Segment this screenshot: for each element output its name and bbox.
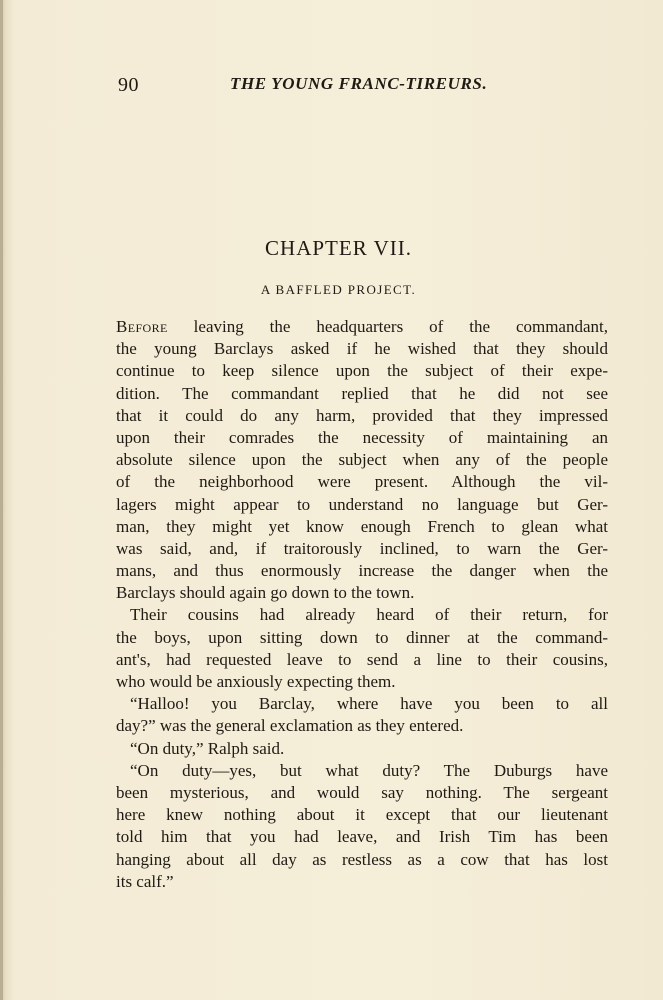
running-title: THE YOUNG FRANC-TIREURS. (230, 74, 488, 93)
text-line: was said, and, if traitorously inclined, to warn the Ger- (116, 538, 608, 558)
text-line: hanging about all day as restless as a cow that has lost (116, 849, 608, 869)
line-text: leaving the headquarters of the commandant, (167, 317, 608, 336)
running-head (118, 72, 528, 96)
text-line: of the neighborhood were present. Although the vil- (116, 472, 608, 492)
text-line: continue to keep silence upon the subject of their expe- (116, 361, 608, 381)
text-line: lagers might appear to understand no language but Ger- (116, 494, 608, 514)
text-line: told him that you had leave, and Irish Tim has been (116, 827, 608, 847)
text-line: Barclays should again go down to the town. (116, 583, 415, 603)
text-line: day?” was the general exclamation as they entered. (116, 716, 464, 736)
text-line: here knew nothing about it except that our lieutenant (116, 805, 608, 825)
text-line: been mysterious, and would say nothing. The sergeant (116, 782, 608, 802)
chapter-title: CHAPTER VII. (265, 236, 412, 260)
text-line: upon their comrades the necessity of maintaining an (116, 427, 608, 447)
body-text (116, 316, 608, 893)
text-line: who would be anxiously expecting them. (116, 672, 396, 691)
text-line (116, 316, 608, 338)
text-line: that it could do any harm, provided that they impressed (116, 405, 608, 425)
text-line: ant's, had requested leave to send a line to their cousins, (116, 649, 608, 669)
text-line: dition. The commandant replied that he did not see (116, 383, 608, 403)
text-line: man, they might yet know enough French to glean what (116, 516, 608, 536)
text-line: “On duty,” Ralph said. (130, 738, 285, 758)
text-line: “Halloo! you Barclay, where have you been to all (130, 694, 608, 714)
text-line: absolute silence upon the subject when any of the people (116, 450, 608, 470)
page-gutter (0, 0, 3, 1000)
page-number: 90 (118, 74, 139, 96)
lead-word: Before (116, 317, 168, 336)
text-line: the young Barclays asked if he wished that they should (116, 339, 608, 359)
text-line: mans, and thus enormously increase the danger when the (116, 561, 608, 581)
chapter-subtitle: A BAFFLED PROJECT. (260, 282, 417, 297)
text-line: Their cousins had already heard of their return, for (130, 605, 608, 625)
text-line: its calf.” (116, 871, 174, 891)
text-line: “On duty—yes, but what duty? The Duburgs have (130, 760, 608, 780)
text-line: the boys, upon sitting down to dinner at the command- (116, 627, 608, 647)
